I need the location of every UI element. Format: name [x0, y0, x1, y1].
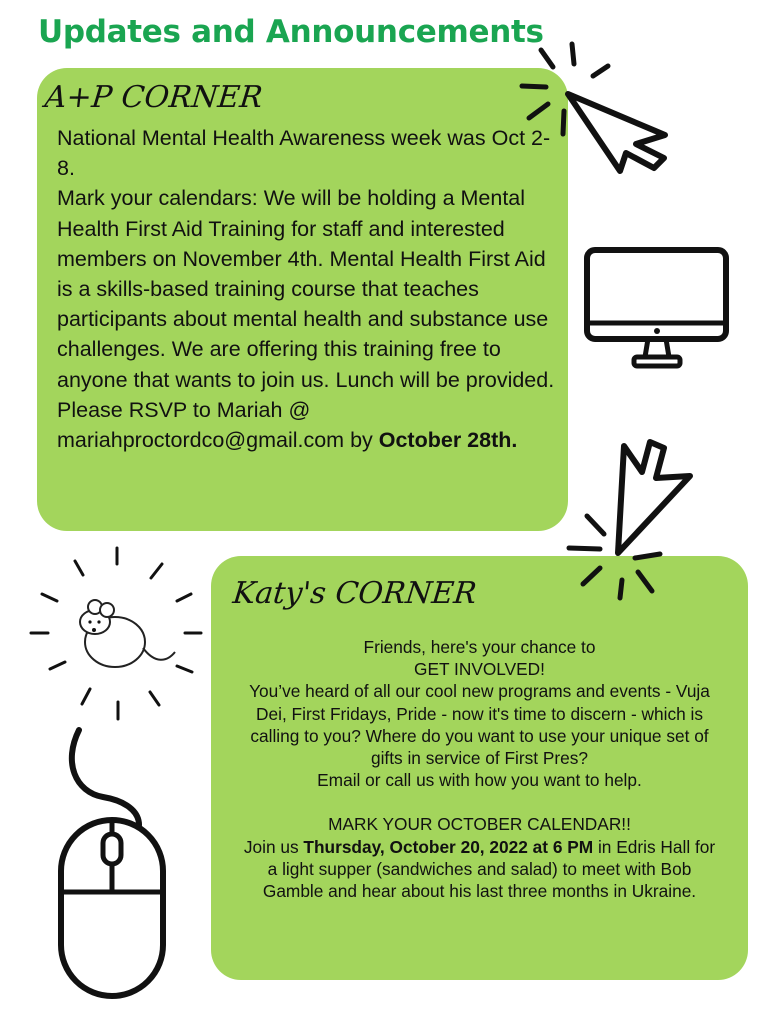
calendar-heading: MARK YOUR OCTOBER CALENDAR!!: [328, 814, 631, 835]
ap-corner-body: [57, 123, 557, 455]
contact-text: Email or call us with how you want to help.: [317, 770, 642, 791]
training-announcement: [57, 183, 557, 455]
awareness-week-text: National Mental Health Awareness week was Oct 2-8.: [57, 126, 551, 181]
ap-corner-title: A+P CORNER: [43, 80, 265, 115]
katys-corner-title: Katy's CORNER: [231, 576, 479, 611]
event-details: in Edris Hall for a light supper (sandwiches and salad) to meet with Bob Gamble and hear about his last three months in Ukraine.: [262, 836, 716, 902]
event-date: Thursday, October 20, 2022 at 6 PM: [303, 836, 594, 857]
get-involved-text: GET INVOLVED!: [414, 659, 545, 680]
katys-corner-body: [211, 636, 748, 902]
cursor-arrow-icon: [560, 436, 700, 606]
mouse-animal-icon: [25, 544, 205, 724]
chance-text: Friends, here's your chance to: [363, 637, 596, 657]
cursor-arrow-icon: [508, 36, 688, 176]
event-text: [211, 836, 748, 903]
event-prefix: Join us: [243, 836, 304, 857]
training-text: Mark your calendars: We will be holding a Mental Health First Aid Training for staff and interested members on November 4th. Mental Health First Aid is a skills-based training course that teaches participants about mental health and substance use challenges. We are offering this training free to anyone that wants to join us. Lunch will be provided. Please RSVP to Mariah @ mariahproctordco@gmail.com by: [57, 186, 555, 453]
programs-text: You’ve heard of all our cool new programs and events - Vuja Dei, First Fridays, Pride - now it's time to discern - which is calling to you? Where do you want to use your unique set of gifts in service of First Pres?: [249, 681, 710, 769]
page-title: Updates and Announcements: [38, 14, 544, 50]
katys-corner-box: [211, 556, 748, 980]
monitor-icon: [582, 245, 732, 375]
ap-corner-box: [37, 68, 568, 531]
rsvp-deadline: October 28th.: [378, 428, 518, 453]
computer-mouse-icon: [55, 722, 175, 1012]
